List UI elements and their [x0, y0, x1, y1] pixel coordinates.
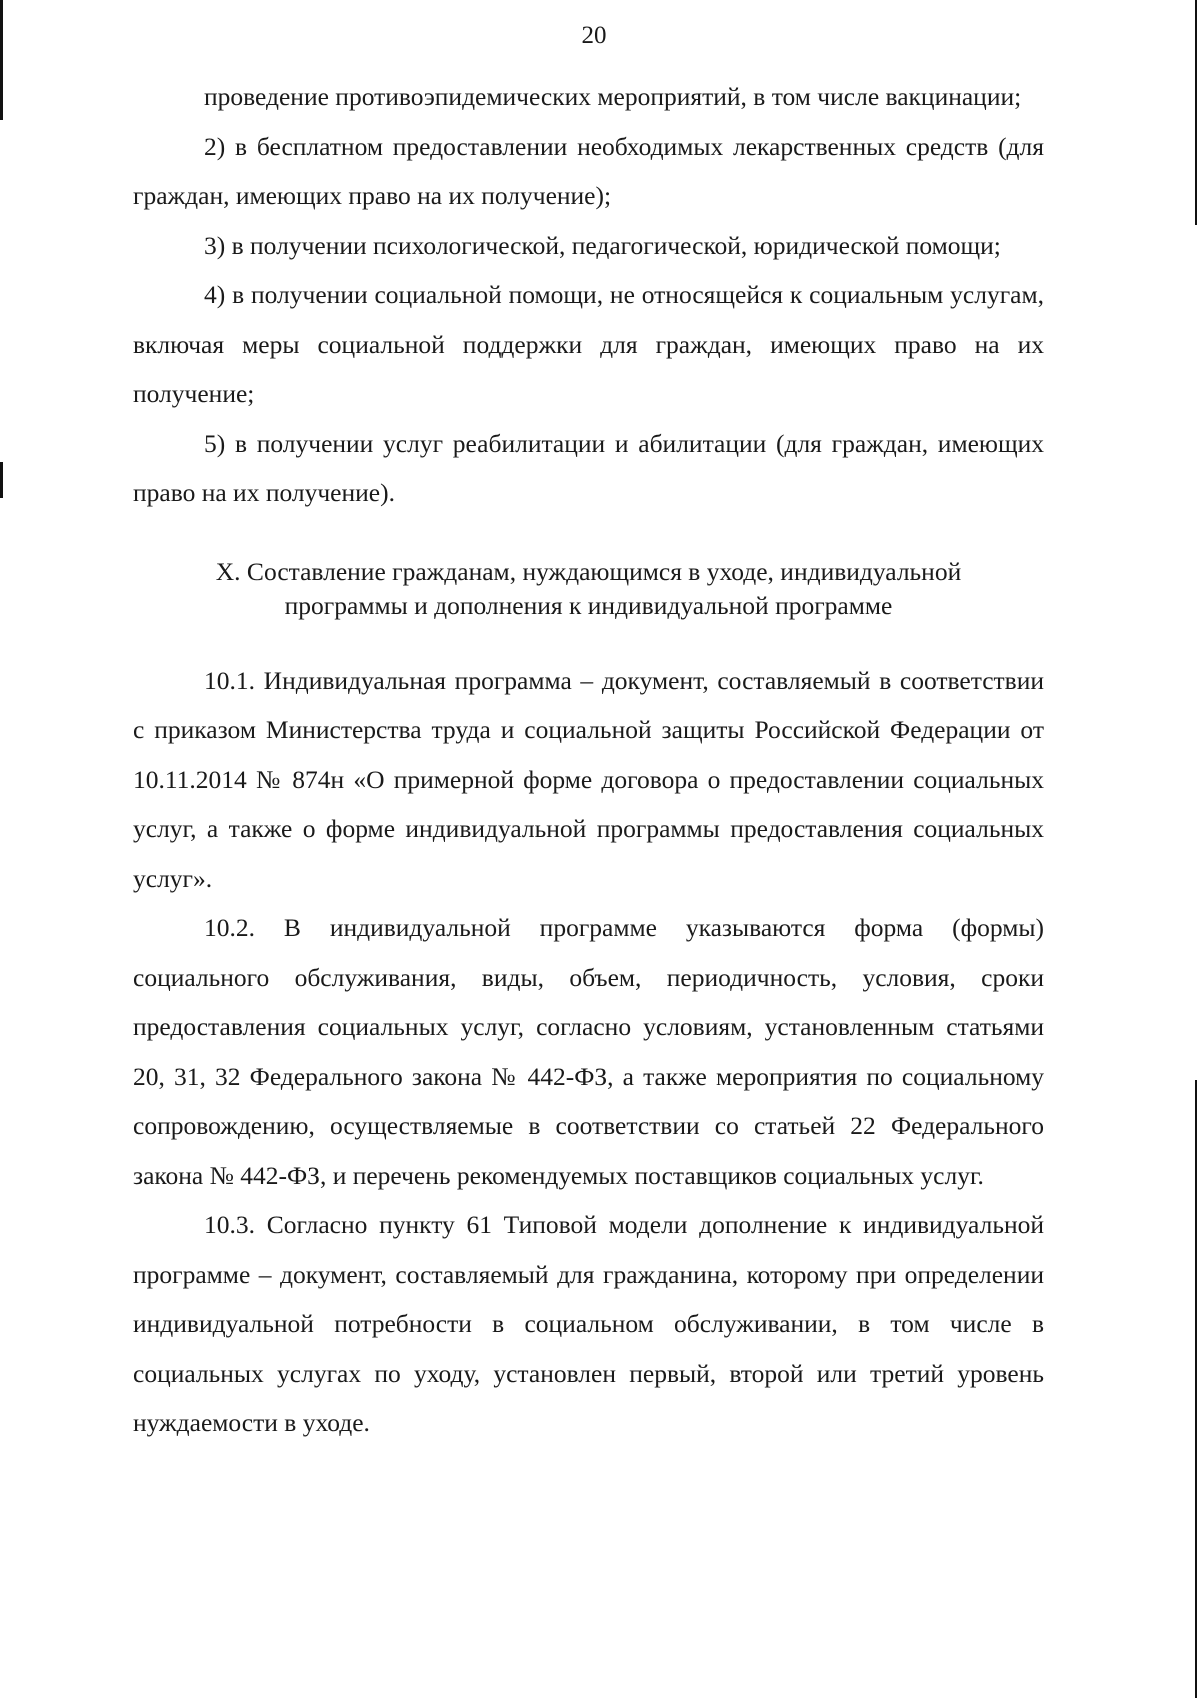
paragraph-continuation: проведение противоэпидемических мероприятий, в том числе вакцинации; [204, 82, 1022, 111]
section-heading-line-1: X. Составление гражданам, нуждающимся в уходе, индивидуальной [215, 556, 962, 586]
spacer [133, 518, 1044, 555]
scan-edge-mark-right-top [1195, 0, 1197, 225]
paragraph-item-5: 5) в получении услуг реабилитации и абилитации (для граждан, имеющих право на их получение). [133, 428, 1044, 507]
paragraph-item-3: 3) в получении психологической, педагогической, юридической помощи; [204, 230, 1001, 260]
paragraph-10-2: 10.2. В индивидуальной программе указываются форма (формы) социального обслуживания, виды, объем, периодичность, условия, сроки предоставления социальных услуг, согласно условиям, установленным статьями 20, 31, 32 Федерального закона № 442-ФЗ, а также мероприятия по социальному сопровождению, осуществляемые в соответствии со статьей 22 Федерального закона № 442-ФЗ, и перечень рекомендуемых поставщиков социальных услуг. [133, 913, 1044, 1190]
paragraph-item-2: 2) в бесплатном предоставлении необходимых лекарственных средств (для граждан, имеющих право на их получение); [133, 131, 1044, 210]
document-body [133, 72, 1044, 1448]
scan-edge-mark-left-top [0, 0, 3, 120]
scan-edge-mark-right-bottom [1195, 1080, 1197, 1698]
spacer [133, 623, 1044, 656]
paragraph-10-1: 10.1. Индивидуальная программа – документ, составляемый в соответствии с приказом Министерства труда и социальной защиты Российской Федерации от 10.11.2014 № 874н «О примерной форме договора о предоставлении социальных услуг, а также о форме индивидуальной программы предоставления социальных услуг». [133, 665, 1044, 893]
section-heading [133, 555, 1044, 623]
paragraph-10-3: 10.3. Согласно пункту 61 Типовой модели дополнение к индивидуальной программе – документ, составляемый для гражданина, которому при определении индивидуальной потребности в социальном обслуживании, в том числе в социальных услугах по уходу, установлен первый, второй или третий уровень нуждаемости в уходе. [133, 1210, 1044, 1437]
scan-edge-mark-left-middle [0, 462, 3, 498]
page-number: 20 [581, 22, 607, 49]
section-heading-line-2: программы и дополнения к индивидуальной программе [284, 590, 893, 620]
paragraph-item-4: 4) в получении социальной помощи, не относящейся к социальным услугам, включая меры социальной поддержки для граждан, имеющих право на их получение; [133, 280, 1044, 408]
